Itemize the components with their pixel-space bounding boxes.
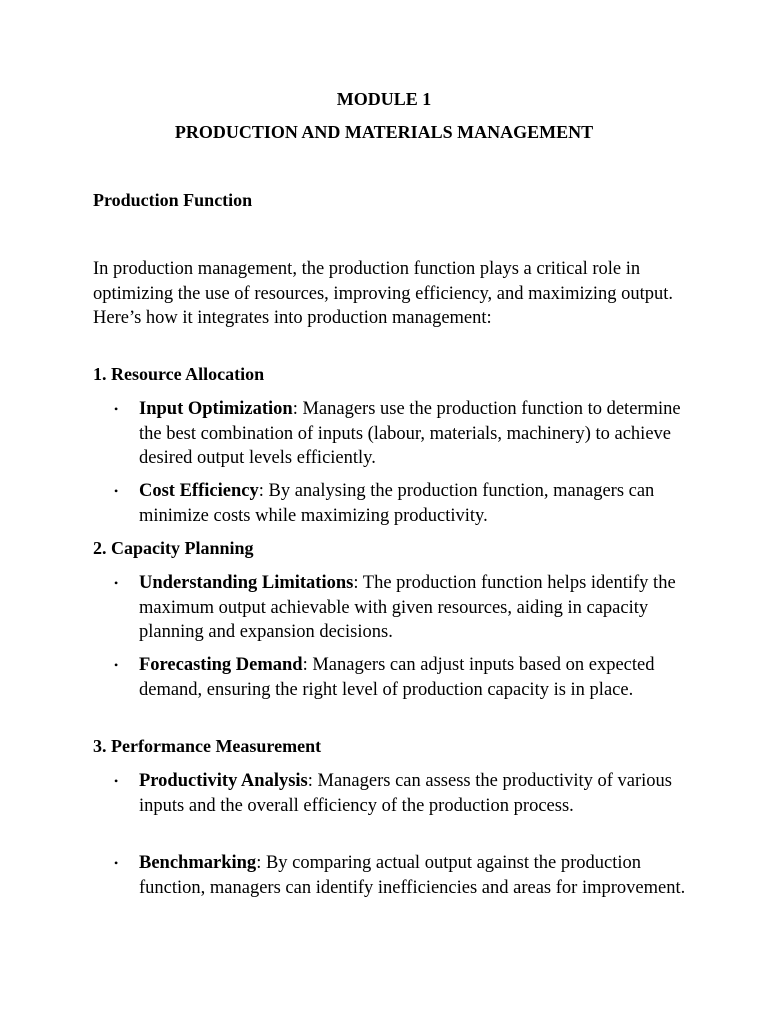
list-item-description: : Managers use the production function to determine the best combination of inputs (labour, materials, machinery) to achieve desired output levels efficiently.	[139, 399, 681, 468]
list-item-text	[139, 769, 689, 818]
list-item-term: Cost Efficiency	[139, 481, 259, 501]
heading-capacity-planning: 2. Capacity Planning	[93, 538, 254, 558]
bullet-icon: •	[114, 484, 119, 498]
list-item-text	[139, 479, 689, 528]
list-item-text	[139, 653, 689, 702]
bullet-icon: •	[114, 658, 119, 672]
list-item-term: Benchmarking	[139, 853, 257, 873]
list-item-description: : Managers can assess the productivity of various inputs and the overall efficiency of the production process.	[139, 771, 673, 816]
bullet-icon: •	[114, 774, 119, 788]
section-heading-production-function: Production Function	[93, 190, 253, 210]
list-item-text	[139, 851, 689, 900]
list-item-term: Productivity Analysis	[139, 771, 308, 791]
list-item-term: Input Optimization	[139, 399, 293, 419]
list-item-term: Understanding Limitations	[139, 573, 354, 593]
heading-resource-allocation: 1. Resource Allocation	[93, 364, 265, 384]
list-item-description: : By comparing actual output against the production function, managers can identify inefficiencies and areas for improvement.	[139, 853, 686, 898]
list-item-description: : By analysing the production function, managers can minimize costs while maximizing productivity.	[139, 481, 655, 526]
list-item-description: : Managers can adjust inputs based on expected demand, ensuring the right level of production capacity is in place.	[139, 655, 655, 700]
list-item-text	[139, 397, 689, 471]
module-label: MODULE 1	[336, 89, 432, 109]
bullet-icon: •	[114, 856, 119, 870]
bullet-icon: •	[114, 576, 119, 590]
bullet-icon: •	[114, 402, 119, 416]
list-item-text	[139, 571, 689, 645]
list-item-term: Forecasting Demand	[139, 655, 303, 675]
list-item-description: : The production function helps identify the maximum output achievable with given resources, aiding in capacity planning and expansion decisions.	[139, 573, 676, 642]
page-title: PRODUCTION AND MATERIALS MANAGEMENT	[174, 122, 594, 142]
intro-paragraph: In production management, the production function plays a critical role in optimizing the use of resources, improving efficiency, and maximizing output. Here’s how it integrates into production management:	[93, 259, 674, 328]
heading-performance-measurement: 3. Performance Measurement	[93, 736, 322, 756]
